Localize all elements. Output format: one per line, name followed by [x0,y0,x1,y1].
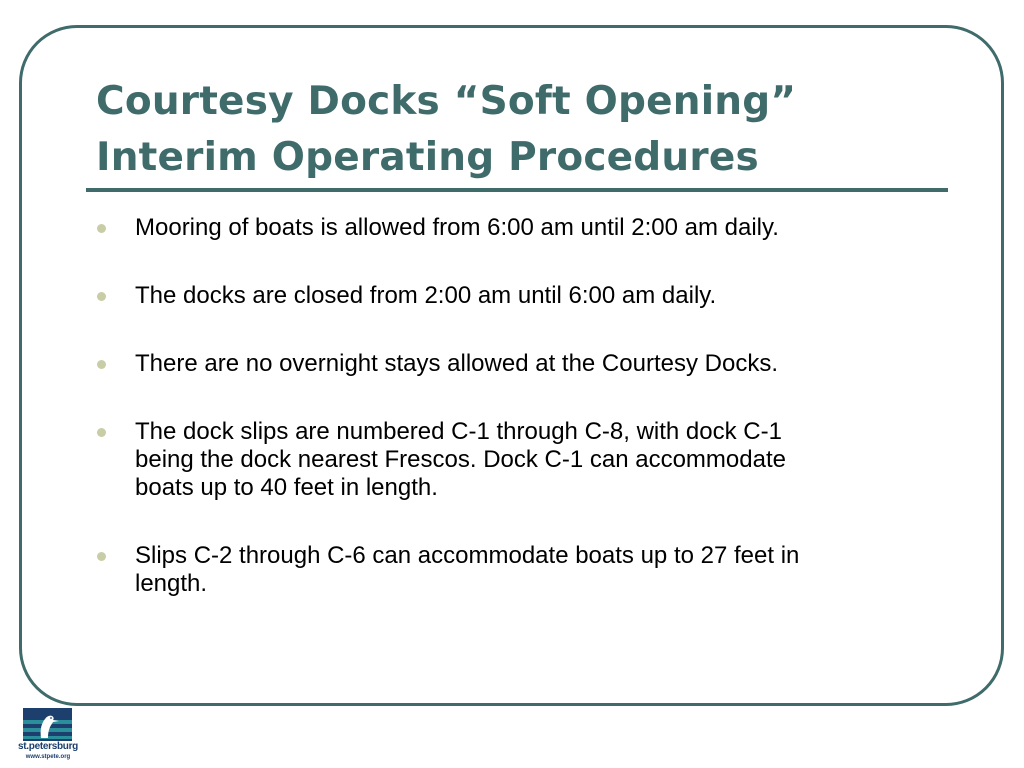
bullet-list [95,214,935,638]
bullet-text-line: The dock slips are numbered C-1 through C-8, with dock C-1 [135,418,782,445]
pelican-logo-icon [23,708,72,741]
bullet-item [95,418,935,502]
title-line-2: Interim Operating Procedures [96,135,759,180]
bullet-item [95,282,935,310]
city-logo [14,708,82,764]
slide-title [96,74,936,186]
bullet-dot-icon [97,224,106,233]
bullet-text-line: boats up to 40 feet in length. [135,474,438,501]
title-divider [86,188,948,192]
logo-name-text: st.petersburg [17,741,78,752]
bullet-dot-icon [97,428,106,437]
bullet-dot-icon [97,552,106,561]
bullet-text-line: being the dock nearest Frescos. Dock C-1 can accommodate [135,446,786,473]
bullet-text-line: There are no overnight stays allowed at the Courtesy Docks. [135,350,778,377]
logo-url-text: www.stpete.org [25,754,71,760]
bullet-item [95,542,935,598]
bullet-text-line: Mooring of boats is allowed from 6:00 am until 2:00 am daily. [135,214,779,241]
bullet-item [95,350,935,378]
bullet-text-line: The docks are closed from 2:00 am until 6:00 am daily. [135,282,717,309]
bullet-dot-icon [97,292,106,301]
bullet-text-line: Slips C-2 through C-6 can accommodate boats up to 27 feet in [135,542,800,569]
bullet-item [95,214,935,242]
bullet-dot-icon [97,360,106,369]
bullet-text-line: length. [135,570,208,597]
title-line-1: Courtesy Docks “Soft Opening” [96,79,797,124]
